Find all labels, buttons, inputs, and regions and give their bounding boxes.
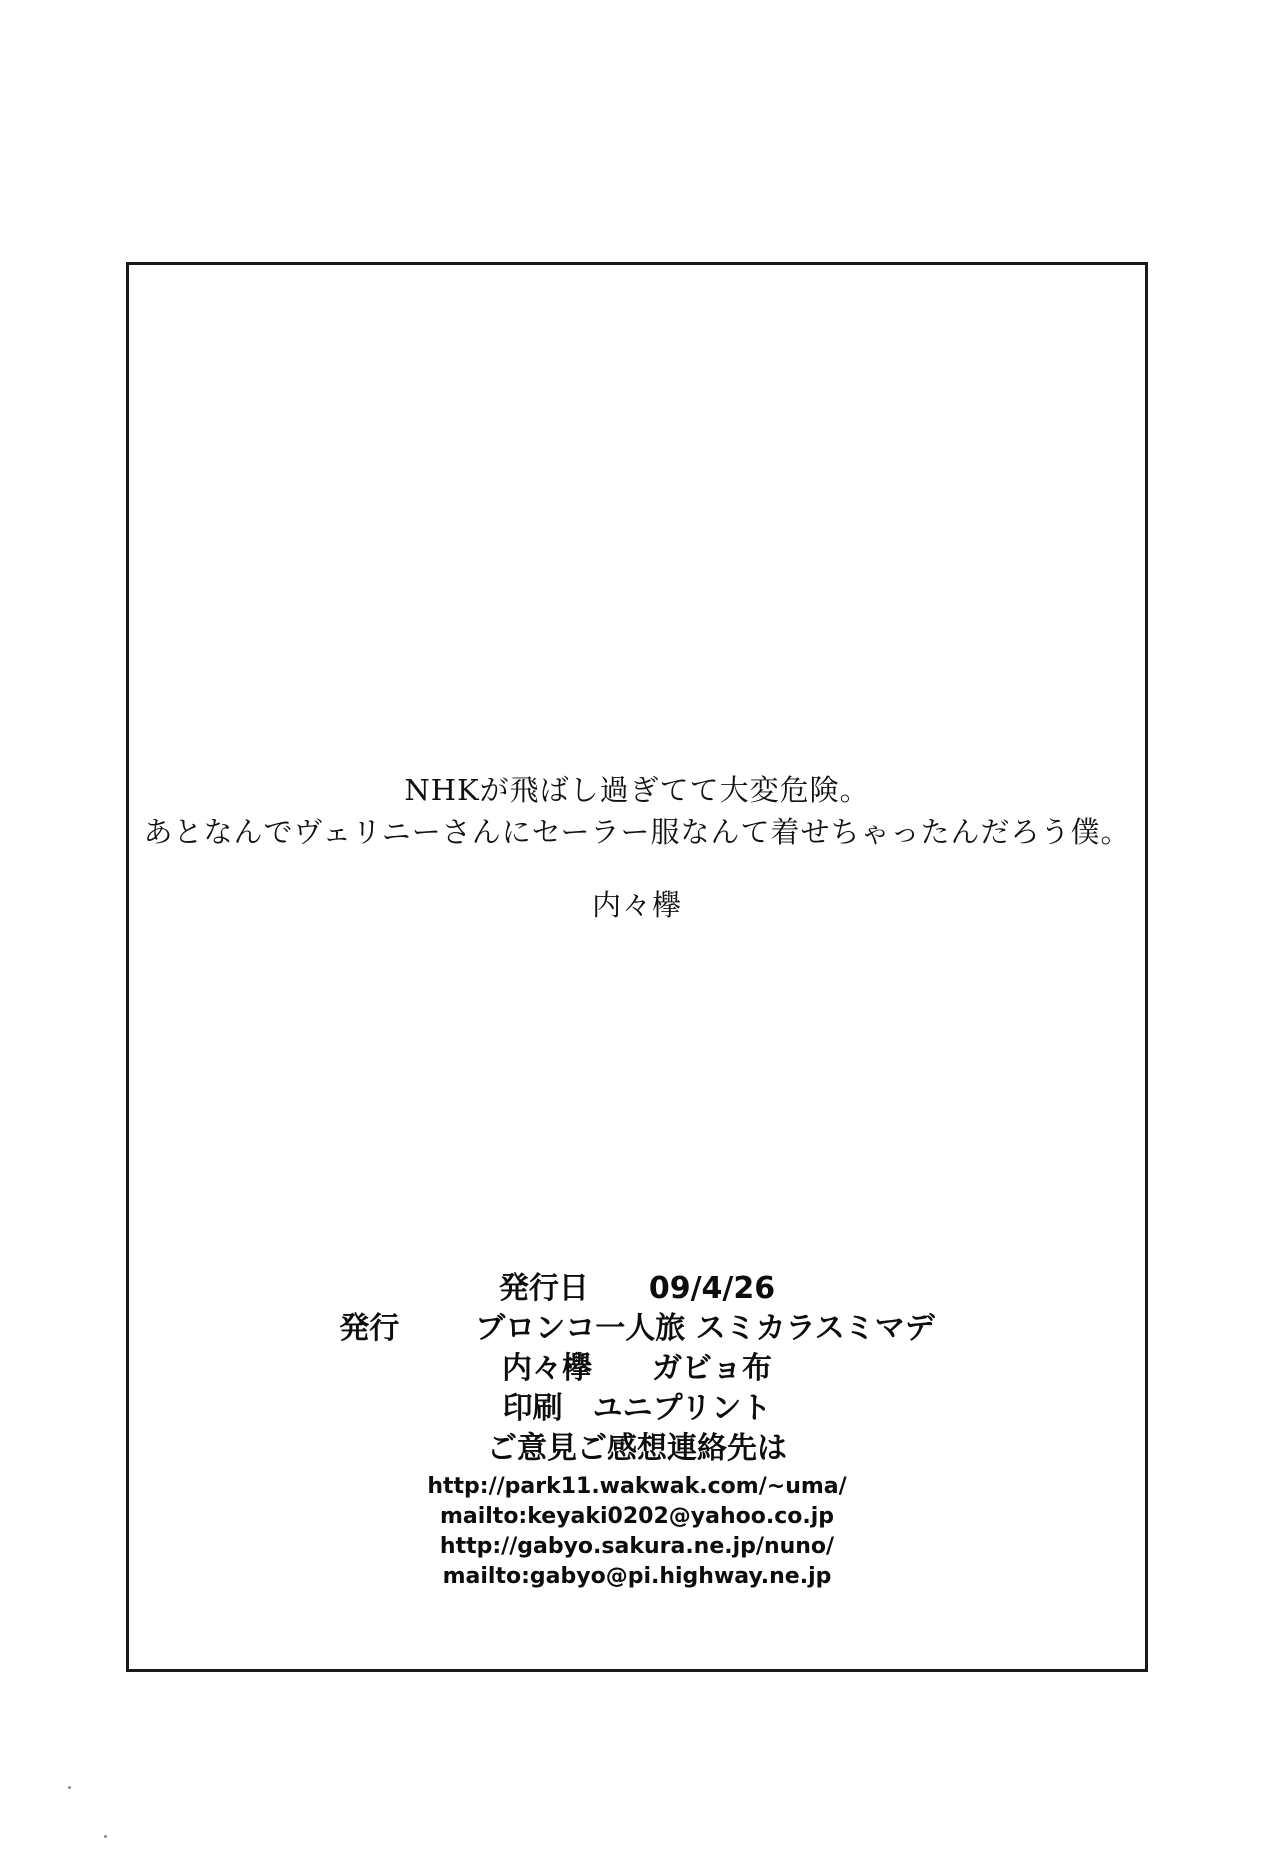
contact-link[interactable]: mailto:keyaki0202@yahoo.co.jp	[439, 1504, 835, 1529]
contact-link[interactable]: http://park11.wakwak.com/~uma/	[427, 1474, 847, 1499]
publish-date-label: 発行日	[498, 1271, 589, 1306]
author-label: 内々欅	[502, 1351, 592, 1386]
publisher-value: ブロンコ一人旅 スミカラスミマデ	[475, 1311, 935, 1346]
scan-speck	[68, 1786, 71, 1789]
publisher-label: 発行	[339, 1311, 400, 1346]
contact-link[interactable]: http://gabyo.sakura.ne.jp/nuno/	[439, 1534, 835, 1559]
colophon	[126, 1270, 1148, 1590]
printer-label: 印刷	[502, 1391, 563, 1426]
author-row	[126, 1350, 1148, 1388]
afterword-line-2: あとなんでヴェリニーさんにセーラー服なんて着せちゃったんだろう僕。	[143, 815, 1131, 849]
publish-date-value: 09/4/26	[648, 1271, 776, 1306]
printer-row	[126, 1390, 1148, 1428]
publisher-row	[126, 1310, 1148, 1348]
publish-date-row	[126, 1270, 1148, 1308]
contact-heading: ご意見ご感想連絡先は	[487, 1431, 787, 1466]
contact-link[interactable]: mailto:gabyo@pi.highway.ne.jp	[442, 1564, 832, 1589]
scan-speck	[104, 1835, 107, 1838]
printer-value: ユニプリント	[592, 1391, 772, 1426]
afterword-line-1: NHKが飛ばし過ぎてて大変危険。	[404, 773, 870, 807]
author-value: ガビョ布	[652, 1351, 772, 1386]
afterword-signature: 内々欅	[591, 888, 682, 922]
